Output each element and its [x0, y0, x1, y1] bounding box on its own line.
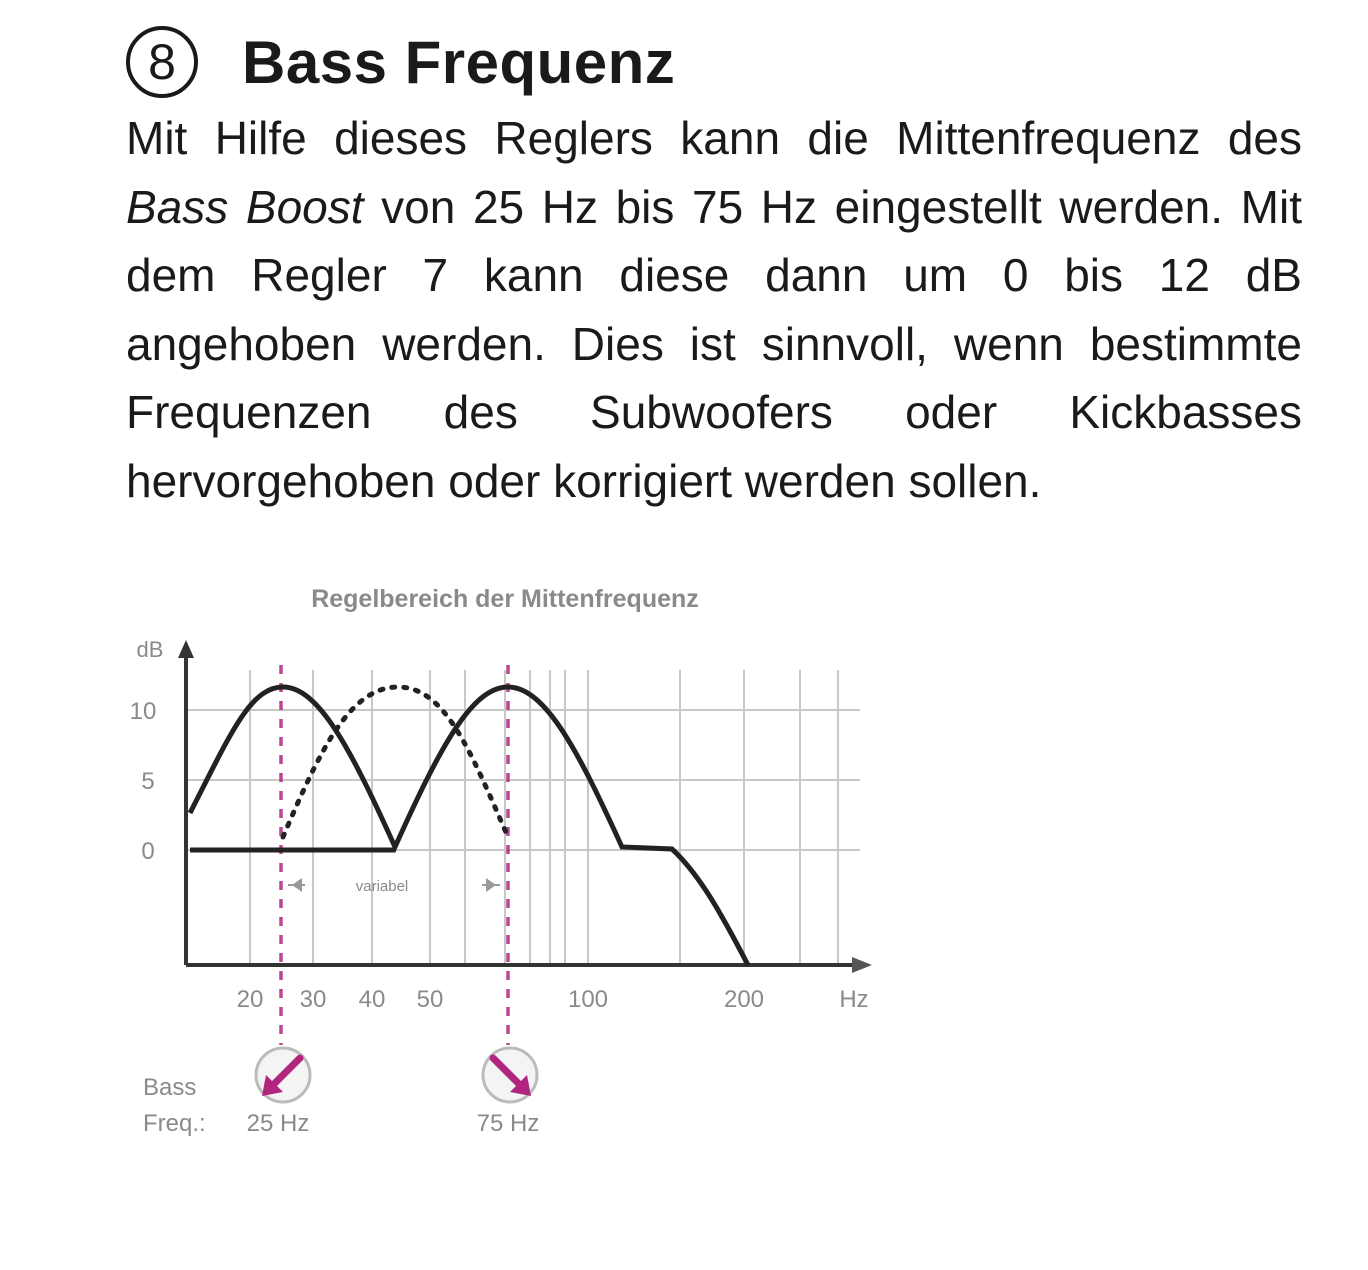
x-tick-label: 50 [416, 986, 444, 1013]
y-tick-label: 5 [141, 768, 155, 795]
y-tick-label: 0 [141, 838, 155, 865]
x-axis-unit: Hz [839, 986, 869, 1013]
body-text-part1: Mit Hilfe dieses Reglers kann die Mittenfrequenz des [126, 112, 1302, 164]
x-axis-arrow [852, 957, 872, 973]
range-arrow-right [486, 878, 496, 892]
response-curve-solid [190, 687, 748, 965]
chart-title: Regelbereich der Mittenfrequenz [311, 585, 699, 613]
frequency-response-chart [0, 575, 900, 1155]
section-number-badge [126, 26, 198, 98]
knob-label-bass: Bass [143, 1074, 197, 1101]
section-number: 8 [148, 34, 176, 90]
x-tick-label: 100 [567, 986, 609, 1013]
arrow-down-right-icon [483, 1048, 537, 1102]
knob-label-freq: Freq.: [143, 1110, 206, 1137]
chart-grid [186, 670, 860, 963]
x-tick-label: 200 [723, 986, 765, 1013]
body-text-emphasis: Bass Boost [126, 180, 364, 233]
x-tick-label: 30 [299, 986, 327, 1013]
range-arrow-left [292, 878, 302, 892]
range-label: variabel [355, 878, 409, 895]
x-tick-label: 40 [358, 986, 386, 1013]
body-text-part2: von 25 Hz bis 75 Hz eingestellt werden. Mit dem Regler 7 kann diese dann um 0 bis 12 dB angehoben werden. Dies ist sinnvoll, wenn bestimmte Frequenzen des Subwoofers oder Kickbasses hervorgehoben oder korrigiert werden sollen. [126, 180, 1302, 507]
knob-max-label: 75 Hz [476, 1110, 540, 1137]
x-tick-label: 20 [236, 986, 264, 1013]
y-axis-arrow [178, 640, 194, 658]
y-tick-label: 10 [129, 698, 157, 725]
arrow-down-left-icon [256, 1048, 310, 1102]
section-heading [126, 22, 675, 102]
knob-min-label: 25 Hz [246, 1110, 310, 1137]
section-title: Bass Frequenz [242, 28, 676, 96]
y-axis-unit: dB [136, 637, 164, 662]
body-paragraph [126, 104, 1302, 515]
